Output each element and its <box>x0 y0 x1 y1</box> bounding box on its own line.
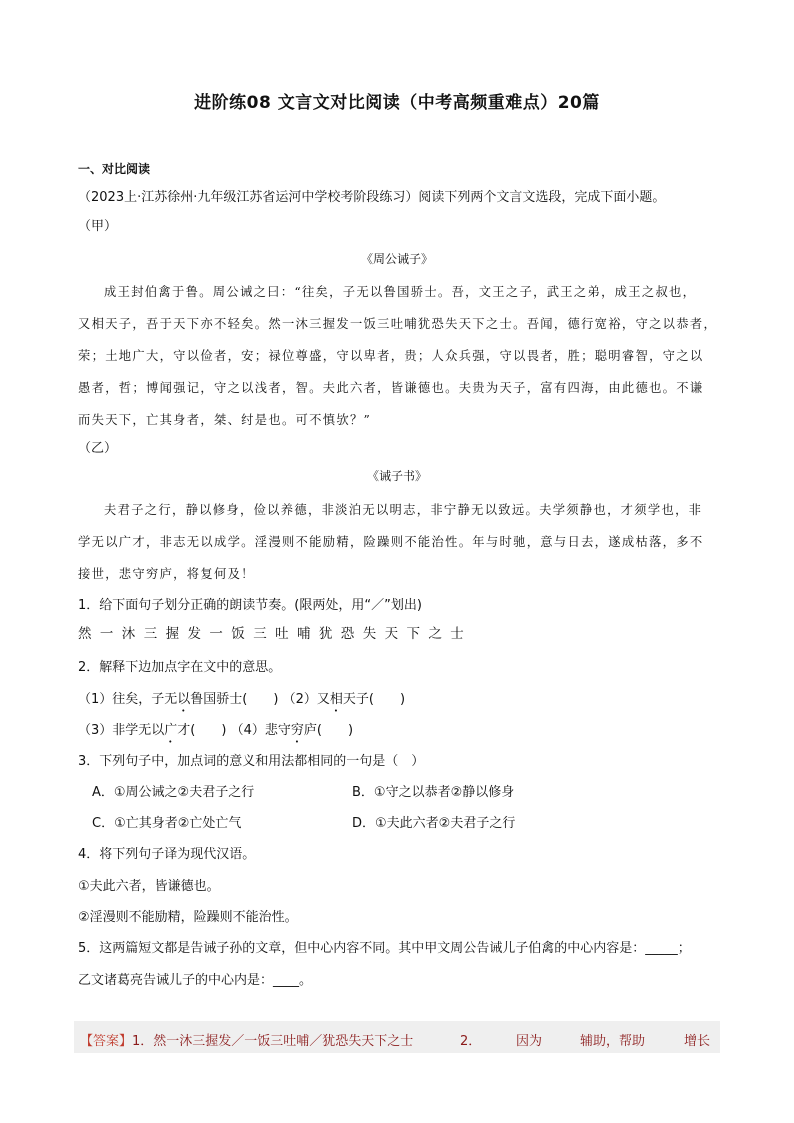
q2-item-3-pre: （3）非学无以 <box>78 723 165 738</box>
q2-item-1-post: 鲁国骄士( ) <box>190 692 279 707</box>
answer-1: 1．然一沐三握发／一饭三吐哺／犹恐失天下之士 <box>132 1034 414 1049</box>
answer-2-3: 增长 <box>684 1034 711 1049</box>
passage-yi-line: 夫君子之行，静以修身，俭以养德，非淡泊无以明志，非宁静无以致远。夫学须静也，才须学也，非 <box>104 503 703 517</box>
question-5-line-2: 乙文诸葛亮告诫儿子的中心内是：____。 <box>78 973 313 988</box>
q2-item-1-dotted-char: 以 <box>177 692 191 707</box>
passage-yi-title: 《诫子书》 <box>366 469 427 483</box>
question-1: 1．给下面句子划分正确的朗读节奏。(限两处，用“／”划出) <box>78 598 422 613</box>
question-5-line-1: 5．这两篇短文都是告诫子孙的文章，但中心内容不同。其中甲文周公告诫儿子伯禽的中心内容是：_____； <box>78 941 691 956</box>
passage-yi-line: 学无以广才，非志无以成学。淫漫则不能励精，险躁则不能治性。年与时驰，意与日去，遂成枯落，多不 <box>78 535 704 549</box>
passage-jia-line: 而失天下，亡其身者，桀、纣是也。可不慎欤？” <box>78 413 372 427</box>
q2-item-4-dotted-char: 穷 <box>290 723 304 738</box>
passage-jia-tag: （甲） <box>78 219 118 234</box>
answer-2-1: 因为 <box>516 1034 543 1049</box>
question-2: 2．解释下边加点字在文中的意思。 <box>78 660 282 675</box>
answer-tag: 【答案】 <box>80 1034 133 1049</box>
answer-2-number: 2． <box>460 1034 482 1049</box>
question-2-row-2 <box>78 719 353 746</box>
passage-jia-line: 荣；土地广大，守以俭者，安；禄位尊盛，守以卑者，贵；人众兵强，守以畏者，胜；聪明睿智，守之以 <box>78 349 704 363</box>
q2-item-2-pre: （2）又 <box>282 692 330 707</box>
question-1-sentence: 然一沐三握发一饭三吐哺犹恐失天下之士 <box>78 626 473 642</box>
q3-option-b: B．①守之以恭者②静以修身 <box>352 785 515 800</box>
answer-2-2: 辅助，帮助 <box>580 1034 646 1049</box>
page-title: 进阶练08 文言文对比阅读（中考高频重难点）20篇 <box>194 93 600 113</box>
section-heading: 一、对比阅读 <box>78 162 151 176</box>
question-3: 3．下列句子中，加点词的意义和用法都相同的一句是（ ） <box>78 754 425 769</box>
q4-item-2: ②淫漫则不能励精，险躁则不能治性。 <box>78 910 298 925</box>
q2-item-1-pre: （1）往矣，子无 <box>78 692 178 707</box>
question-2-row-1 <box>78 688 405 715</box>
source-note: （2023上·江苏徐州·九年级江苏省运河中学校考阶段练习）阅读下列两个文言文选段，完成下面小题。 <box>78 190 666 205</box>
passage-jia-line: 成王封伯禽于鲁。周公诫之曰：“往矣，子无以鲁国骄士。吾，文王之子，武王之弟，成王之叔也， <box>104 285 697 299</box>
passage-yi-tag: （乙） <box>78 441 118 456</box>
passage-jia-line: 又相天子，吾于天下亦不轻矣。然一沐三握发一饭三吐哺犹恐失天下之士。吾闻，德行宽裕，守之以恭者， <box>78 317 718 331</box>
q3-option-c: C．①亡其身者②亡处亡气 <box>92 816 242 831</box>
passage-yi-line: 接世，悲守穷庐，将复何及！ <box>78 567 255 581</box>
q3-option-a: A．①周公诫之②夫君子之行 <box>92 785 255 800</box>
q2-item-2-dotted-char: 相 <box>329 692 343 707</box>
q2-item-4-pre: （4）悲守 <box>230 723 291 738</box>
q2-item-3-post: 才( ) <box>177 723 227 738</box>
q3-option-d: D．①夫此六者②夫君子之行 <box>352 816 516 831</box>
passage-jia-title: 《周公诫子》 <box>360 252 433 266</box>
q2-item-3-dotted-char: 广 <box>164 723 178 738</box>
q2-item-4-post: 庐( ) <box>303 723 354 738</box>
q4-item-1: ①夫此六者，皆谦德也。 <box>78 879 220 894</box>
q2-item-2-post: 天子( ) <box>342 692 406 707</box>
passage-jia-line: 愚者，哲；博闻强记，守之以浅者，智。夫此六者，皆谦德也。夫贵为天子，富有四海，由此德也。不谦 <box>78 381 704 395</box>
question-4: 4．将下列句子译为现代汉语。 <box>78 847 256 862</box>
